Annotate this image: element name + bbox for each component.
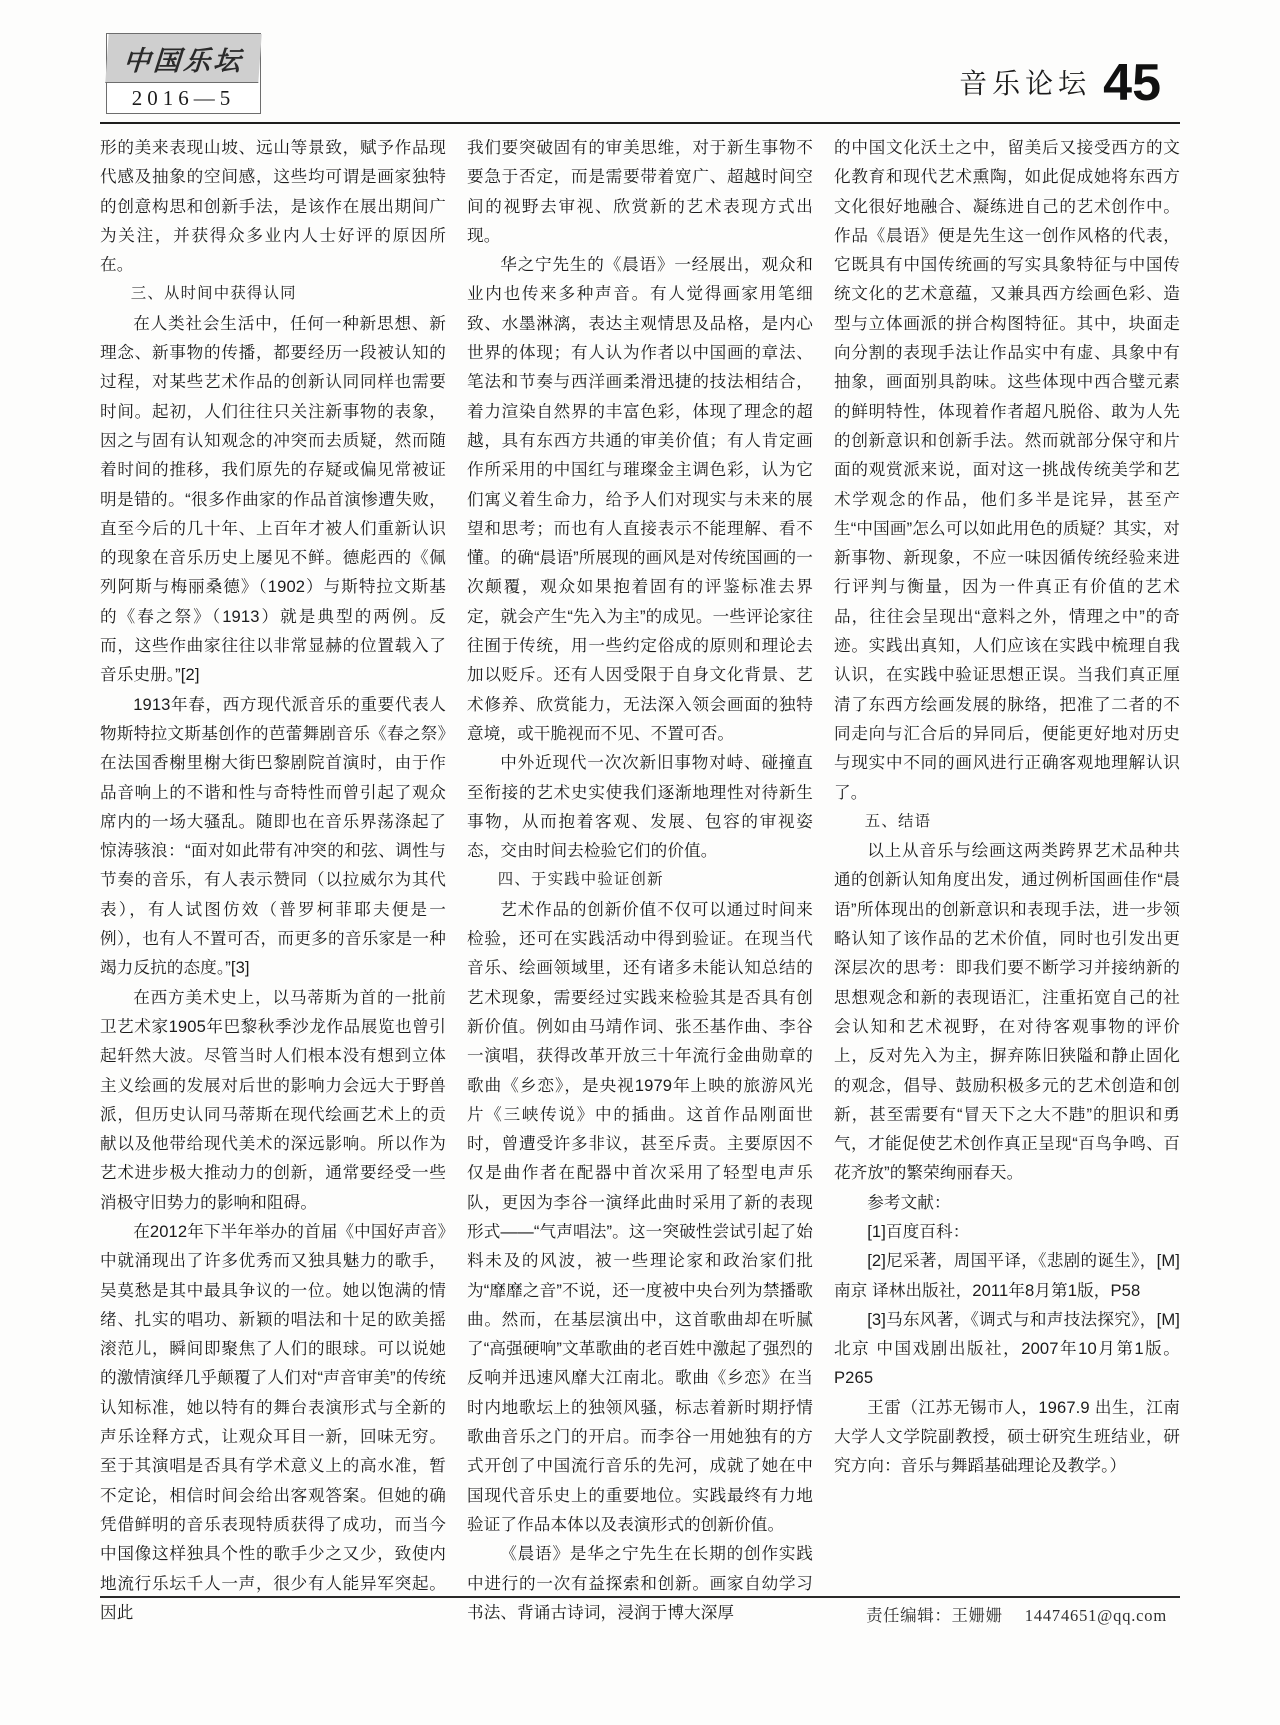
- references-heading: 参考文献：: [867, 1192, 951, 1212]
- paragraph: 华之宁先生的《晨语》一经展出，观众和业内也传来多种声音。有人觉得画家用笔细致、水墨淋漓，表达主观情思及品格，是内心世界的体现；有人认为作者以中国画的章法、笔法和节奏与西洋画柔滑迅捷的技法相结合，着力渲染自然界的丰富色彩，体现了理念的超越，具有东西方共通的审美价值；有人肯定画作所采用的中国红与璀璨金主调色彩，认为它们寓义着生命力，给予人们对现实与未来的展望和思考；而也有人直接表示不能理解、看不懂。的确“晨语”所展现的画风是对传统国画的一次颠覆，观众如果抱着固有的评鉴标准去界定，就会产生“先入为主”的成见。一些评论家往往囿于传统，用一些约定俗成的原则和理论去加以贬斥。还有人因受限于自身文化背景、艺术修养、欣赏能力，无法深入领会画面的独特意境，或干脆视而不见、不置可否。: [467, 255, 813, 743]
- paragraph: 以上从音乐与绘画这两类跨界艺术品种共通的创新认知角度出发，通过例析国画佳作“晨语”所体现出的创新意识和表现手法，进一步领略认知了该作品的艺术价值，同时也引发出更深层次的思考：即我们要不断学习并接纳新的思想观念和新的表现语汇，注重拓宽自己的社会认知和艺术视野，在对待客观事物的评价上，反对先入为主，摒弃陈旧狭隘和静止固化的观念，倡导、鼓励积极多元的艺术创造和创新，甚至需要有“冒天下之大不韪”的胆识和勇气，才能促使艺术创作真正呈现“百鸟争鸣、百花齐放”的繁荣绚丽春天。: [834, 841, 1180, 1183]
- journal-logo: [106, 33, 261, 114]
- footer-divider: [100, 1596, 1180, 1598]
- paragraph: 形的美来表现山坡、远山等景致，赋予作品现代感及抽象的空间感，这些均可谓是画家独特的创意构思和创新手法，是该作在展出期间广为关注，并获得众多业内人士好评的原因所在。: [100, 138, 446, 275]
- section-heading: 五、结语: [864, 812, 932, 830]
- paragraph: 的中国文化沃土之中，留美后又接受西方的文化教育和现代艺术熏陶，如此促成她将东西方文化很好地融合、凝练进自己的艺术创作中。作品《晨语》便是先生这一创作风格的代表，它既具有中国传统画的写实具象特征与中国传统文化的艺术意蕴，又兼具西方绘画色彩、造型与立体画派的拼合构图特征。其中，块面走向分割的表现手法让作品实中有虚、具象中有抽象，画面别具韵味。这些体现中西合璧元素的鲜明特性，体现着作者超凡脱俗、敢为人先的创新意识和创新手法。然而就部分保守和片面的观赏派来说，面对这一挑战传统美学和艺术学观念的作品，他们多半是诧异，甚至产生“中国画”怎么可以如此用色的质疑？其实，对新事物、新现象，不应一味因循传统经验来进行评判与衡量，因为一件真正有价值的艺术品，往往会呈现出“意料之外，情理之中”的奇迹。实践出真知，人们应该在实践中梳理自我认识，在实践中验证思想正误。当我们真正厘清了东西方绘画发展的脉络，把准了二者的不同走向与汇合后的异同后，便能更好地对历史与现实中不同的画风进行正确客观地理解认识了。: [834, 138, 1180, 802]
- column-3: [834, 133, 1180, 1573]
- paragraph: 中外近现代一次次新旧事物对峙、碰撞直至衔接的艺术史实使我们逐渐地理性对待新生事物，从而抱着客观、发展、包容的审视姿态，交由时间去检验它们的价值。: [467, 753, 813, 861]
- reference-item: [2]尼采著，周国平译，《悲剧的诞生》，[M] 南京 译林出版社，2011年8月第1版，P58: [834, 1251, 1180, 1300]
- responsible-editor: 责任编辑：王姗姗: [865, 1606, 1003, 1625]
- editor-email: 14474651@qq.com: [1024, 1606, 1167, 1625]
- paragraph: 在2012年下半年举办的首届《中国好声音》中就涌现出了许多优秀而又独具魅力的歌手，吴莫愁是其中最具争议的一位。她以饱满的情绪、扎实的唱功、新颖的唱法和十足的欧美摇滚范儿，瞬间即聚焦了人们的眼球。可以说她的激情演绎几乎颠覆了人们对“声音审美”的传统认知标准，她以特有的舞台表演形式与全新的声乐诠释方式，让观众耳目一新，回味无穷。至于其演唱是否具有学术意义上的高水准，暂不定论，相信时间会给出客观答案。但她的确凭借鲜明的音乐表现特质获得了成功，而当今中国像这样独具个性的歌手少之又少，致使内地流行乐坛千人一声，很少有人能异军突起。因此: [100, 1221, 446, 1622]
- section-heading: 四、于实践中验证创新: [497, 871, 664, 889]
- column-1: [100, 133, 446, 1622]
- journal-issue: 2016—5: [131, 85, 236, 110]
- paragraph: 在人类社会生活中，任何一种新思想、新理念、新事物的传播，都要经历一段被认知的过程，对某些艺术作品的创新认同同样也需要时间。起初，人们往往只关注新事物的表象，因之与固有认知观念的冲突而去质疑，然而随着时间的推移，我们原先的存疑或偏见常被证明是错的。“很多作曲家的作品首演惨遭失败，直至今后的几十年、上百年才被人们重新认识的现象在音乐历史上屡见不鲜。德彪西的《佩列阿斯与梅丽桑德》（1902）与斯特拉文斯基的《春之祭》（1913）就是典型的两例。反而，这些作曲家往往以非常显赫的位置载入了音乐史册。”[2]: [100, 313, 446, 685]
- paragraph: 《晨语》是华之宁先生在长期的创作实践中进行的一次有益探索和创新。画家自幼学习书法、背诵古诗词，浸润于博大深厚: [467, 1544, 813, 1622]
- header-right: [959, 54, 1161, 112]
- journal-name: 中国乐坛: [105, 34, 261, 83]
- reference-item: [3]马东风著，《调式与和声技法探究》，[M] 北京 中国戏剧出版社，2007年10月第1版。 P265: [834, 1309, 1180, 1388]
- header-divider: [100, 122, 1180, 124]
- paragraph: 艺术作品的创新价值不仅可以通过时间来检验，还可在实践活动中得到验证。在现当代音乐、绘画领域里，还有诸多未能认知总结的艺术现象，需要经过实践来检验其是否具有创新价值。例如由马靖作词、张丕基作曲、李谷一演唱，获得改革开放三十年流行金曲勋章的歌曲《乡恋》，是央视1979年上映的旅游风光片《三峡传说》中的插曲。这首作品刚面世时，曾遭受许多非议，甚至斥责。主要原因不仅是曲作者在配器中首次采用了轻型电声乐队，更因为李谷一演绎此曲时采用了新的表现形式——“气声唱法”。这一突破性尝试引起了始料未及的风波，被一些理论家和政治家们批为“靡靡之音”不说，还一度被中央台列为禁播歌曲。然而，在基层演出中，这首歌曲却在听腻了“高强硬响”文革歌曲的老百姓中激起了强烈的反响并迅速风靡大江南北。歌曲《乡恋》在当时内地歌坛上的独领风骚，标志着新时期抒情歌曲音乐之门的开启。而李谷一用她独有的方式开创了中国流行音乐的先河，成就了她在中国现代音乐史上的重要地位。实践最终有力地验证了作品本体以及表演形式的创新价值。: [467, 899, 813, 1534]
- author-bio: 王雷（江苏无锡市人，1967.9 出生，江南大学人文学院副教授，硕士研究生班结业，研究方向：音乐与舞蹈基础理论及教学。）: [834, 1397, 1180, 1476]
- page-number: 45: [1103, 54, 1161, 112]
- paragraph: 在西方美术史上，以马蒂斯为首的一批前卫艺术家1905年巴黎秋季沙龙作品展览也曾引起轩然大波。尽管当时人们根本没有想到立体主义绘画的发展对后世的影响力会远大于野兽派，但历史认同马蒂斯在现代绘画艺术上的贡献以及他带给现代美术的深远影响。所以作为艺术进步极大推动力的创新，通常要经受一些消极守旧势力的影响和阻碍。: [100, 987, 446, 1212]
- column-2: [467, 133, 813, 1622]
- paragraph: 1913年春，西方现代派音乐的重要代表人物斯特拉文斯基创作的芭蕾舞剧音乐《春之祭》在法国香榭里榭大街巴黎剧院首演时，由于作品音响上的不谐和性与奇特性而曾引起了观众席内的一场大骚乱。随即也在音乐界荡涤起了惊涛骇浪：“面对如此带有冲突的和弦、调性与节奏的音乐，有人表示赞同（以拉威尔为其代表），有人试图仿效（普罗柯菲耶夫便是一例），也有人不置可否，而更多的音乐家是一种竭力反抗的态度。”[3]: [100, 694, 446, 978]
- paragraph: 我们要突破固有的审美思维，对于新生事物不要急于否定，而是需要带着宽广、超越时间空间的视野去审视、欣赏新的艺术表现方式出现。: [467, 138, 813, 245]
- footer: [866, 1602, 1167, 1626]
- masthead: [0, 0, 1280, 122]
- section-heading: 三、从时间中获得认同: [130, 285, 297, 303]
- section-title: 音乐论坛: [959, 68, 1092, 100]
- reference-item: [1]百度百科：: [867, 1221, 970, 1241]
